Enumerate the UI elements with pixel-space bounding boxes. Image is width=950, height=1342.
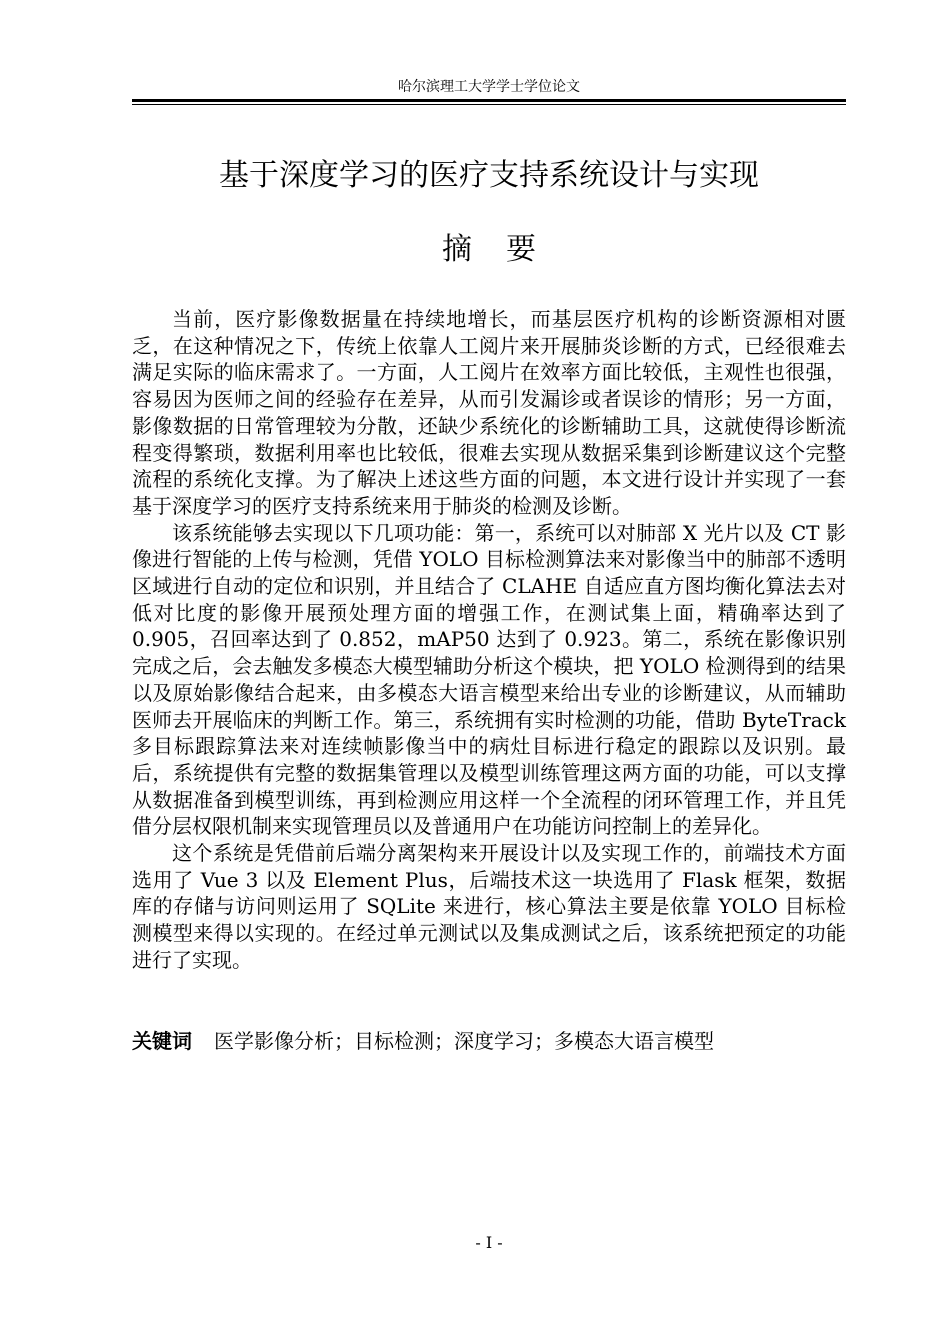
page-number: - I - (475, 1233, 503, 1252)
abstract-body (132, 306, 846, 974)
header-rule-thin (132, 104, 846, 105)
abstract-heading: 摘要 (442, 232, 570, 267)
abstract-paragraph-2: 该系统能够去实现以下几项功能：第一，系统可以对肺部 X 光片以及 CT 影像进行智能的上传与检测，凭借 YOLO 目标检测算法来对影像当中的肺部不透明区域进行自动的定位和识别，并且结合了 CLAHE 自适应直方图均衡化算法去对低对比度的影像开展预处理方面的增强工作，在测试集上面，精确率达到了 0.905，召回率达到了 0.852，mAP50 达到了 0.923。第二，系统在影像识别完成之后，会去触发多模态大模型辅助分析这个模块，把 YOLO 检测得到的结果以及原始影像结合起来，由多模态大语言模型来给出专业的诊断建议，从而辅助医师去开展临床的判断工作。第三，系统拥有实时检测的功能，借助 ByteTrack 多目标跟踪算法来对连续帧影像当中的病灶目标进行稳定的跟踪以及识别。最后，系统提供有完整的数据集管理以及模型训练管理这两方面的功能，可以支撑从数据准备到模型训练，再到检测应用这样一个全流程的闭环管理工作，并且凭借分层权限机制来实现管理员以及普通用户在功能访问控制上的差异化。 (132, 520, 846, 839)
paper-title: 基于深度学习的医疗支持系统设计与实现 (219, 158, 759, 193)
abstract-paragraph-1: 当前，医疗影像数据量在持续地增长，而基层医疗机构的诊断资源相对匮乏，在这种情况之下，传统上依靠人工阅片来开展肺炎诊断的方式，已经很难去满足实际的临床需求了。一方面，人工阅片在效率方面比较低，主观性也很强，容易因为医师之间的经验存在差异，从而引发漏诊或者误诊的情形；另一方面，影像数据的日常管理较为分散，还缺少系统化的诊断辅助工具，这就使得诊断流程变得繁琐，数据利用率也比较低，很难去实现从数据采集到诊断建议这个完整流程的系统化支撑。为了解决上述这些方面的问题，本文进行设计并实现了一套基于深度学习的医疗支持系统来用于肺炎的检测及诊断。 (132, 307, 846, 518)
keywords-text: 医学影像分析；目标检测；深度学习；多模态大语言模型 (214, 1029, 714, 1053)
keywords (132, 1027, 846, 1055)
header-rule (132, 99, 846, 102)
keywords-label: 关键词 (132, 1029, 192, 1053)
abstract-paragraph-3: 这个系统是凭借前后端分离架构来开展设计以及实现工作的，前端技术方面选用了 Vue 3 以及 Element Plus，后端技术这一块选用了 Flask 框架，数据库的存储与访问则运用了 SQLite 来进行，核心算法主要是依靠 YOLO 目标检测模型来得以实现的。在经过单元测试以及集成测试之后，该系统把预定的功能进行了实现。 (132, 841, 846, 972)
running-header: 哈尔滨理工大学学士学位论文 (398, 79, 580, 95)
